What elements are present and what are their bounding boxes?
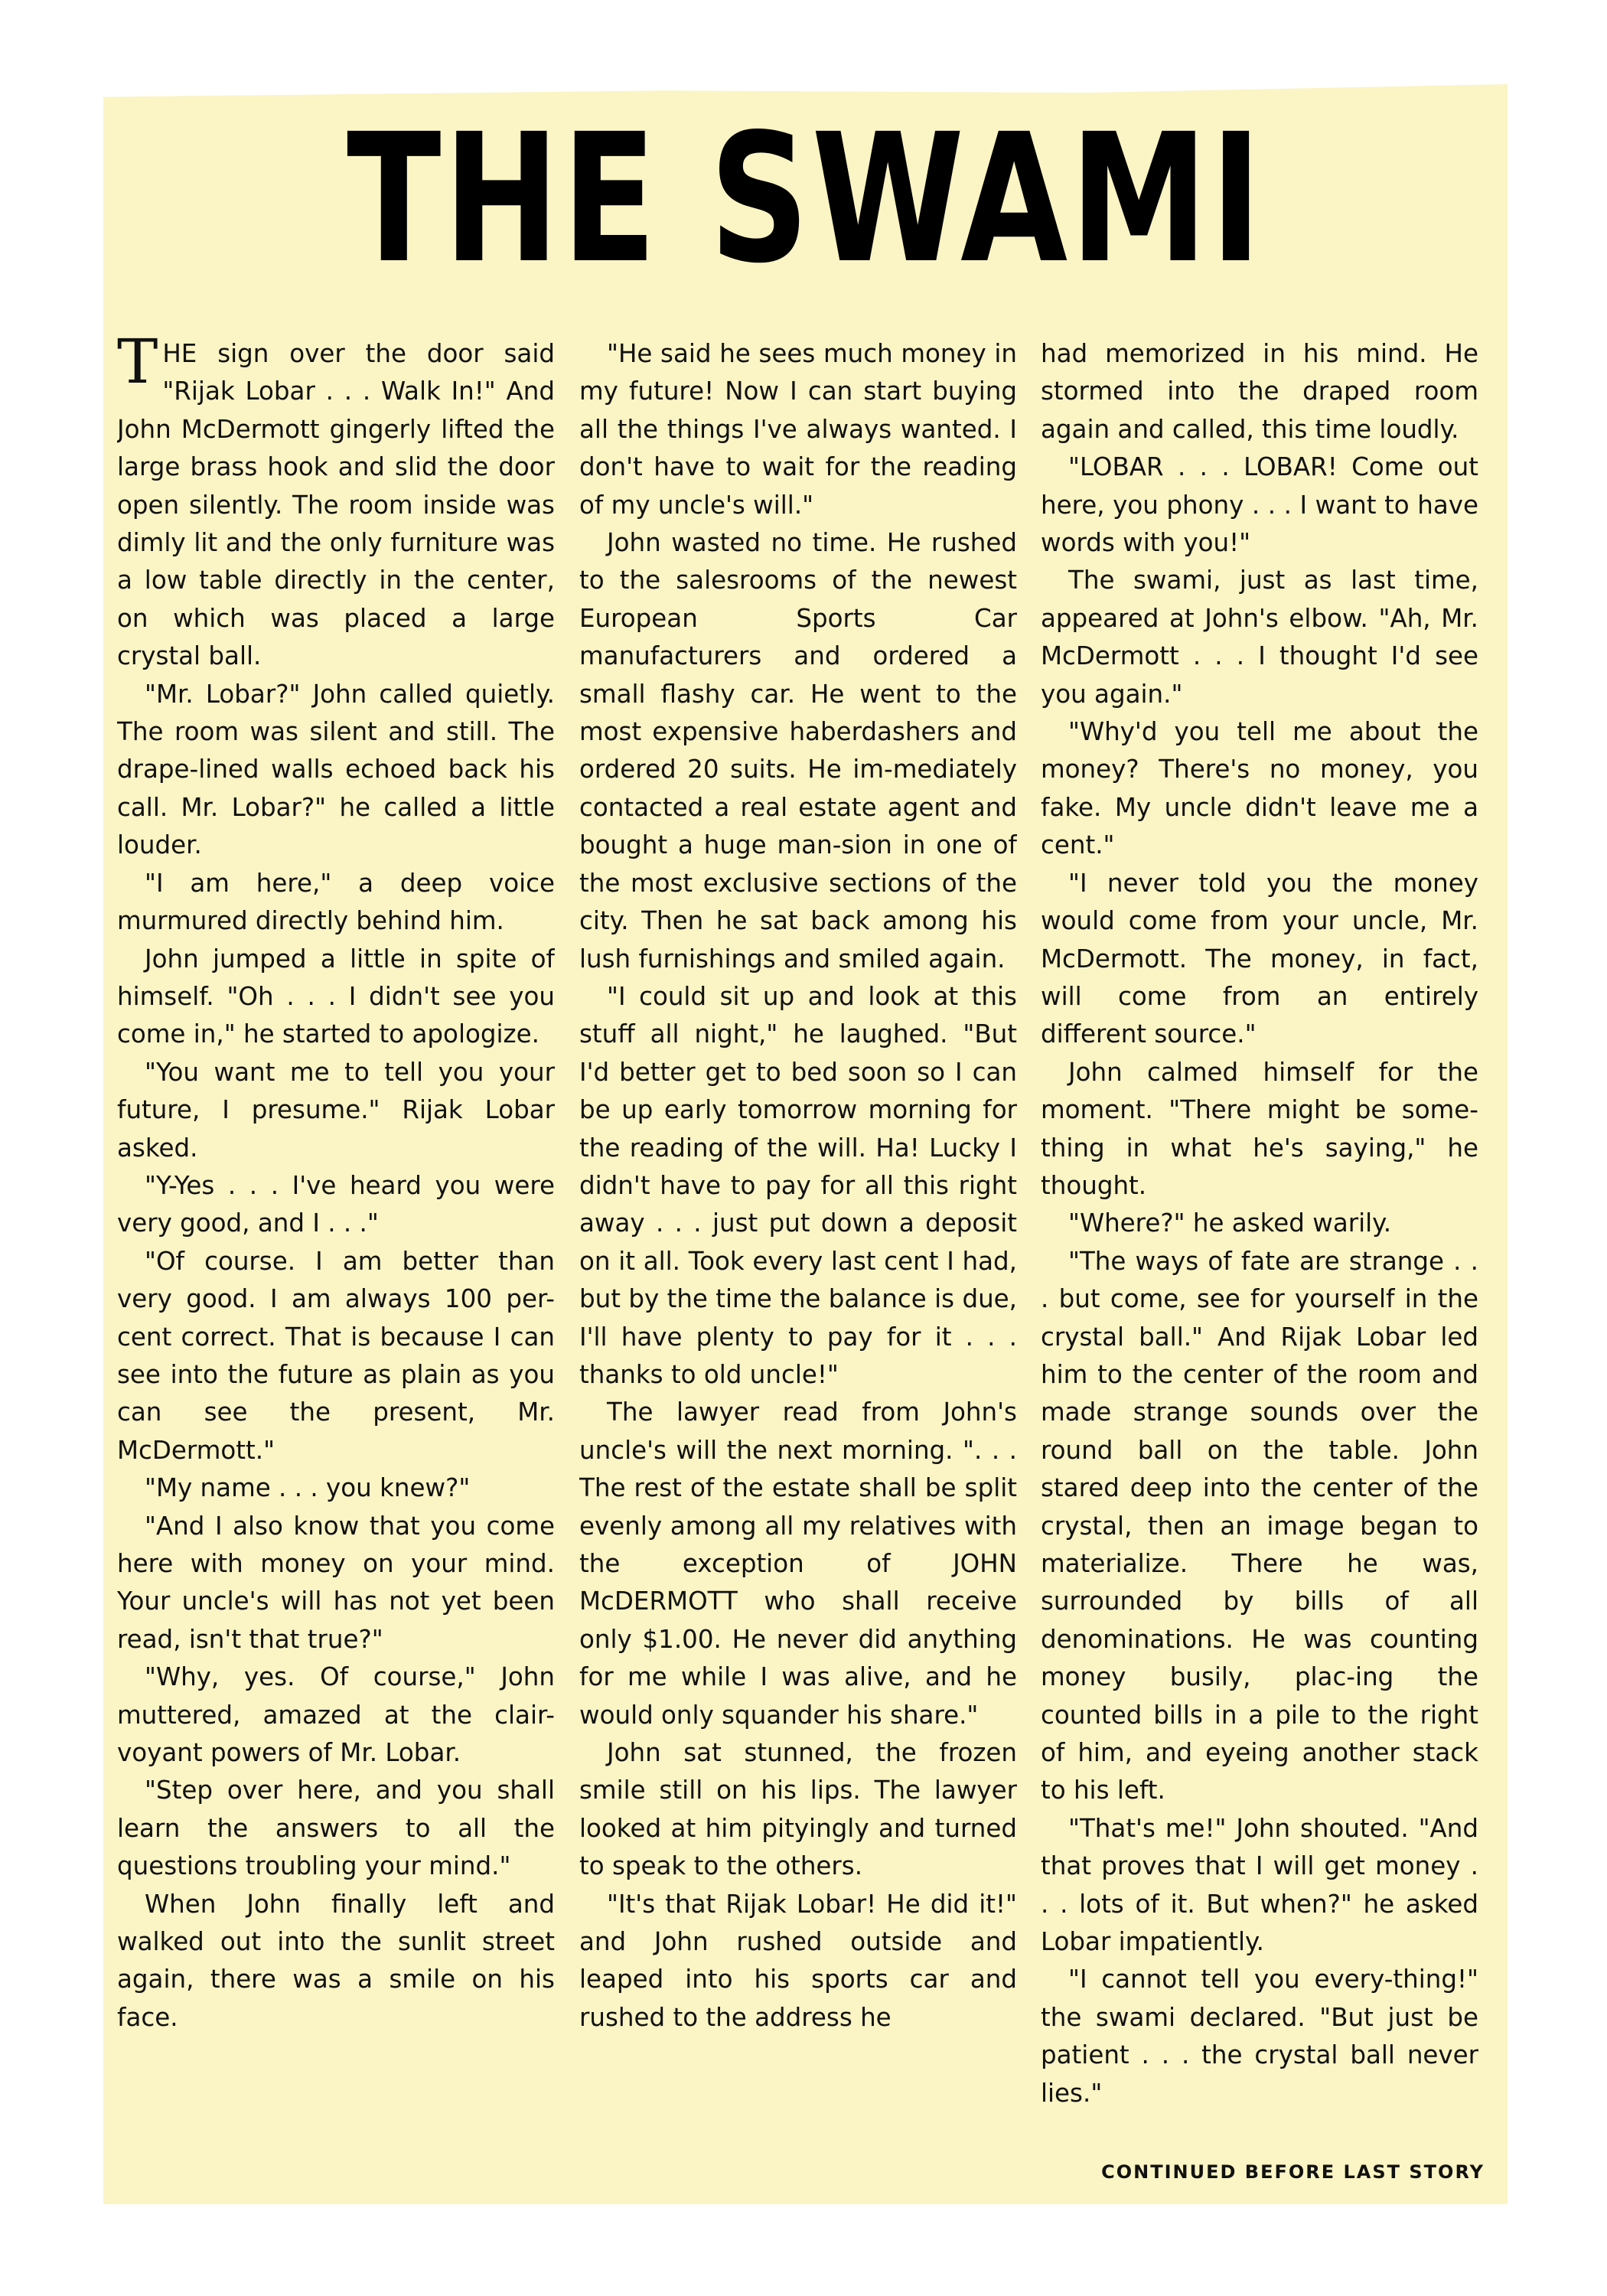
paragraph: "Step over here, and you shall learn the answers to all the questions troubling your mind." (117, 1776, 555, 1881)
paragraph: "I am here," a deep voice murmured directly behind him. (117, 868, 555, 936)
paragraph: The lawyer read from John's uncle's will the next morning. ". . . The rest of the estate shall be split evenly among all my relatives with the exception of JOHN McDERMOTT who shall receive only $1.00. He never did anything for me while I was alive, and he would only squander his share." (579, 1397, 1017, 1730)
paragraph: "LOBAR . . . LOBAR! Come out here, you phony . . . I want to have words with you!" (1041, 452, 1478, 558)
paragraph: THE sign over the door said "Rijak Lobar . . . Walk In!" And John McDermott gingerly lifted the large brass hook and slid the door open silently. The room inside was dimly lit and the only furniture was a low table directly in the center, on which was placed a large crystal ball. (117, 335, 555, 671)
paragraph: "I cannot tell you every-thing!" the swami declared. "But just be patient . . . the crystal ball never lies." (1041, 1965, 1478, 2108)
paragraph: "Of course. I am better than very good. I am always 100 per-cent correct. That is because I can see into the future as plain as you can see the present, Mr. McDermott." (117, 1246, 555, 1465)
continued-note: CONTINUED BEFORE LAST STORY (1101, 2161, 1485, 2183)
paragraph: John jumped a little in spite of himself. "Oh . . . I didn't see you come in," he started to apologize. (117, 944, 555, 1049)
text-column-1 (117, 335, 555, 2149)
paragraph: "The ways of fate are strange . . . but come, see for yourself in the crystal ball." And Rijak Lobar led him to the center of the room and made strange sounds over the round ball on the table. John stared deep into the center of the crystal, then an image began to materialize. There he was, surrounded by bills of all denominations. He was counting money busily, plac-ing the counted bills in a pile to the right of him, and eyeing another stack to his left. (1041, 1246, 1478, 1805)
paragraph: "Why, yes. Of course," John muttered, amazed at the clair-voyant powers of Mr. Lobar. (117, 1662, 555, 1768)
paragraph: John wasted no time. He rushed to the salesrooms of the newest European Sports Car manufacturers and ordered a small flashy car. He went to the most expensive haberdashers and ordered 20 suits. He im-mediately contacted a real estate agent and bought a huge man-sion in one of the most exclusive sections of the city. Then he sat back among his lush furnishings and smiled again. (579, 528, 1017, 974)
story-title: THE SWAMI (347, 96, 1264, 302)
paragraph: had memorized in his mind. He stormed into the draped room again and called, this time loudly. (1041, 339, 1478, 444)
paragraph: "It's that Rijak Lobar! He did it!" and John rushed outside and leaped into his sports car and rushed to the address he (579, 1889, 1017, 2032)
drop-cap: T (117, 335, 158, 397)
paragraph: "You want me to tell you your future, I presume." Rijak Lobar asked. (117, 1057, 555, 1163)
paragraph: "Why'd you tell me about the money? There's no money, you fake. My uncle didn't leave me a cent." (1041, 717, 1478, 860)
paragraph: "He said he sees much money in my future! Now I can start buying all the things I've always wanted. I don't have to wait for the reading of my uncle's will." (579, 339, 1017, 520)
paragraph: John calmed himself for the moment. "There might be some-thing in what he's saying," he thought. (1041, 1057, 1478, 1200)
paragraph: "I could sit up and look at this stuff all night," he laughed. "But I'd better get to bed soon so I can be up early tomorrow morning for the reading of the will. Ha! Lucky I didn't have to pay for all this right away . . . just put down a deposit on it all. Took every last cent I had, but by the time the balance is due, I'll have plenty to pay for it . . . thanks to old uncle!" (579, 981, 1017, 1389)
paragraph: When John finally left and walked out into the sunlit street again, there was a smile on his face. (117, 1889, 555, 2032)
paragraph: "Mr. Lobar?" John called quietly. The room was silent and still. The drape-lined walls echoed back his call. Mr. Lobar?" he called a little louder. (117, 679, 555, 860)
paragraph: "I never told you the money would come from your uncle, Mr. McDermott. The money, in fact, will come from an entirely different source." (1041, 868, 1478, 1049)
paragraph: "Where?" he asked warily. (1068, 1208, 1392, 1238)
text-column-3 (1041, 335, 1478, 2149)
paragraph: The swami, just as last time, appeared at John's elbow. "Ah, Mr. McDermott . . . I thought I'd see you again." (1041, 566, 1478, 709)
text-column-2 (579, 335, 1017, 2149)
paragraph: "And I also know that you come here with money on your mind. Your uncle's will has not yet been read, isn't that true?" (117, 1511, 555, 1654)
paragraph: "That's me!" John shouted. "And that proves that I will get money . . . lots of it. But when?" he asked Lobar impatiently. (1041, 1813, 1478, 1957)
paragraph: "My name . . . you knew?" (145, 1473, 471, 1503)
paragraph: "Y-Yes . . . I've heard you were very good, and I . . ." (117, 1170, 555, 1238)
paragraph: John sat stunned, the frozen smile still on his lips. The lawyer looked at him pityingly and turned to speak to the others. (579, 1738, 1017, 1881)
